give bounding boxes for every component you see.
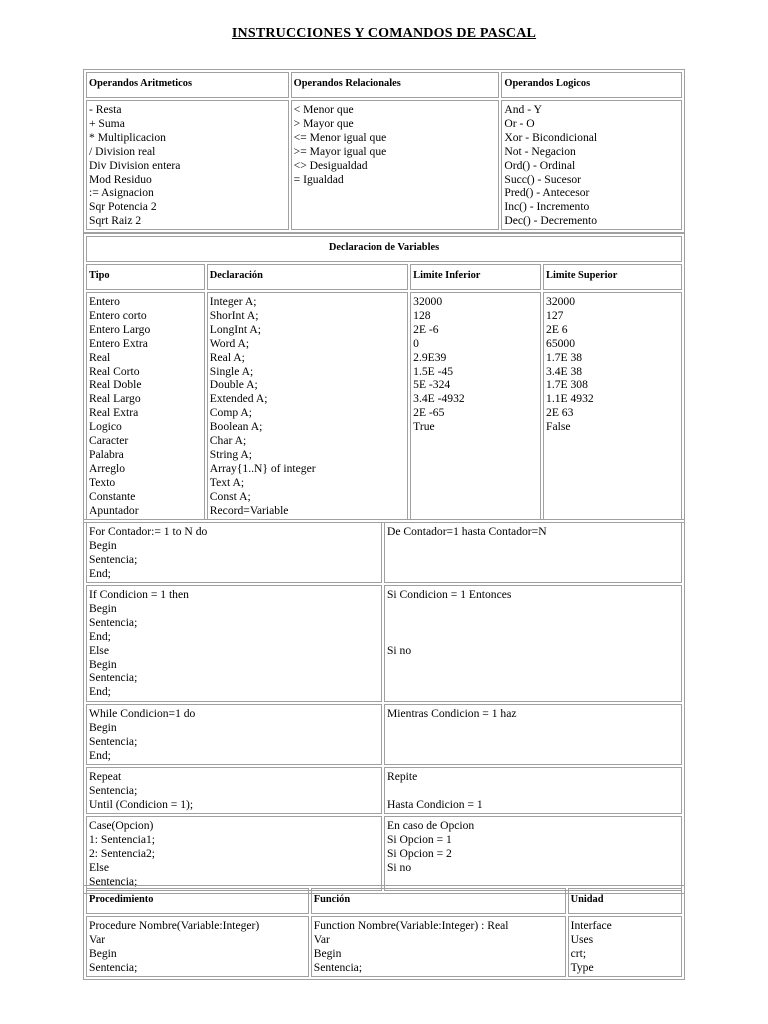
operandos-header-row xyxy=(86,72,682,98)
header-relacionales: Operandos Relacionales xyxy=(291,72,500,98)
operandos-body-row xyxy=(86,100,682,230)
cell-for-pseudo: De Contador=1 hasta Contador=N xyxy=(384,522,682,583)
estructura-row xyxy=(86,522,682,583)
cell-aritmeticos: - Resta + Suma * Multiplicacion / Division real Div Division entera Mod Residuo := Asignacion Sqr Potencia 2 Sqrt Raiz 2 xyxy=(86,100,289,230)
declaracion-title-row xyxy=(86,236,682,262)
cell-logicos: And - Y Or - O Xor - Bicondicional Not - Negacion Ord() - Ordinal Succ() - Sucesor Pred() - Antecesor Inc() - Incremento Dec() - Decremento xyxy=(501,100,682,230)
modulos-header-row xyxy=(86,888,682,914)
cell-funcion: Function Nombre(Variable:Integer) : Real Var Begin Sentencia; xyxy=(311,916,566,977)
cell-procedimiento: Procedure Nombre(Variable:Integer) Var Begin Sentencia; xyxy=(86,916,309,977)
declaracion-body-row xyxy=(86,292,682,520)
cell-case-pascal: Case(Opcion) 1: Sentencia1; 2: Sentencia2; Else Sentencia; xyxy=(86,816,382,891)
header-declaracion: Declaración xyxy=(207,264,408,290)
estructura-row xyxy=(86,767,682,814)
cell-repeat-pseudo: Repite Hasta Condicion = 1 xyxy=(384,767,682,814)
declaracion-title: Declaracion de Variables xyxy=(86,236,682,262)
estructuras-table xyxy=(83,519,685,894)
declaracion-table xyxy=(83,233,685,523)
estructura-row xyxy=(86,816,682,891)
cell-unidad: Interface Uses crt; Type xyxy=(568,916,682,977)
cell-repeat-pascal: Repeat Sentencia; Until (Condicion = 1); xyxy=(86,767,382,814)
header-limite-superior: Limite Superior xyxy=(543,264,682,290)
cell-if-pascal: If Condicion = 1 then Begin Sentencia; End; Else Begin Sentencia; End; xyxy=(86,585,382,702)
cell-while-pseudo: Mientras Condicion = 1 haz xyxy=(384,704,682,765)
cell-limite-superior: 32000 127 2E 6 65000 1.7E 38 3.4E 38 1.7E 308 1.1E 4932 2E 63 False xyxy=(543,292,682,520)
cell-tipo: Entero Entero corto Entero Largo Entero Extra Real Real Corto Real Doble Real Largo Real Extra Logico Caracter Palabra Arreglo Texto Constante Apuntador xyxy=(86,292,205,520)
header-funcion: Función xyxy=(311,888,566,914)
estructura-row xyxy=(86,585,682,702)
header-logicos: Operandos Logicos xyxy=(501,72,682,98)
declaracion-header-row xyxy=(86,264,682,290)
cell-for-pascal: For Contador:= 1 to N do Begin Sentencia; End; xyxy=(86,522,382,583)
modulos-body-row xyxy=(86,916,682,977)
cell-while-pascal: While Condicion=1 do Begin Sentencia; End; xyxy=(86,704,382,765)
header-limite-inferior: Limite Inferior xyxy=(410,264,541,290)
cell-case-pseudo: En caso de Opcion Si Opcion = 1 Si Opcion = 2 Si no xyxy=(384,816,682,891)
header-aritmeticos: Operandos Aritmeticos xyxy=(86,72,289,98)
modulos-table xyxy=(83,885,685,980)
cell-if-pseudo: Si Condicion = 1 Entonces Si no xyxy=(384,585,682,702)
operandos-table xyxy=(83,69,685,233)
page-title: INSTRUCCIONES Y COMANDOS DE PASCAL xyxy=(231,26,537,41)
cell-declaracion: Integer A; ShorInt A; LongInt A; Word A; Real A; Single A; Double A; Extended A; Comp A; Boolean A; Char A; String A; Array{1..N} of integer Text A; Const A; Record=Variable xyxy=(207,292,408,520)
header-tipo: Tipo xyxy=(86,264,205,290)
cell-limite-inferior: 32000 128 2E -6 0 2.9E39 1.5E -45 5E -324 3.4E -4932 2E -65 True xyxy=(410,292,541,520)
cell-relacionales: < Menor que > Mayor que <= Menor igual que >= Mayor igual que <> Desigualdad = Igualdad xyxy=(291,100,500,230)
estructura-row xyxy=(86,704,682,765)
header-unidad: Unidad xyxy=(568,888,682,914)
header-procedimiento: Procedimiento xyxy=(86,888,309,914)
